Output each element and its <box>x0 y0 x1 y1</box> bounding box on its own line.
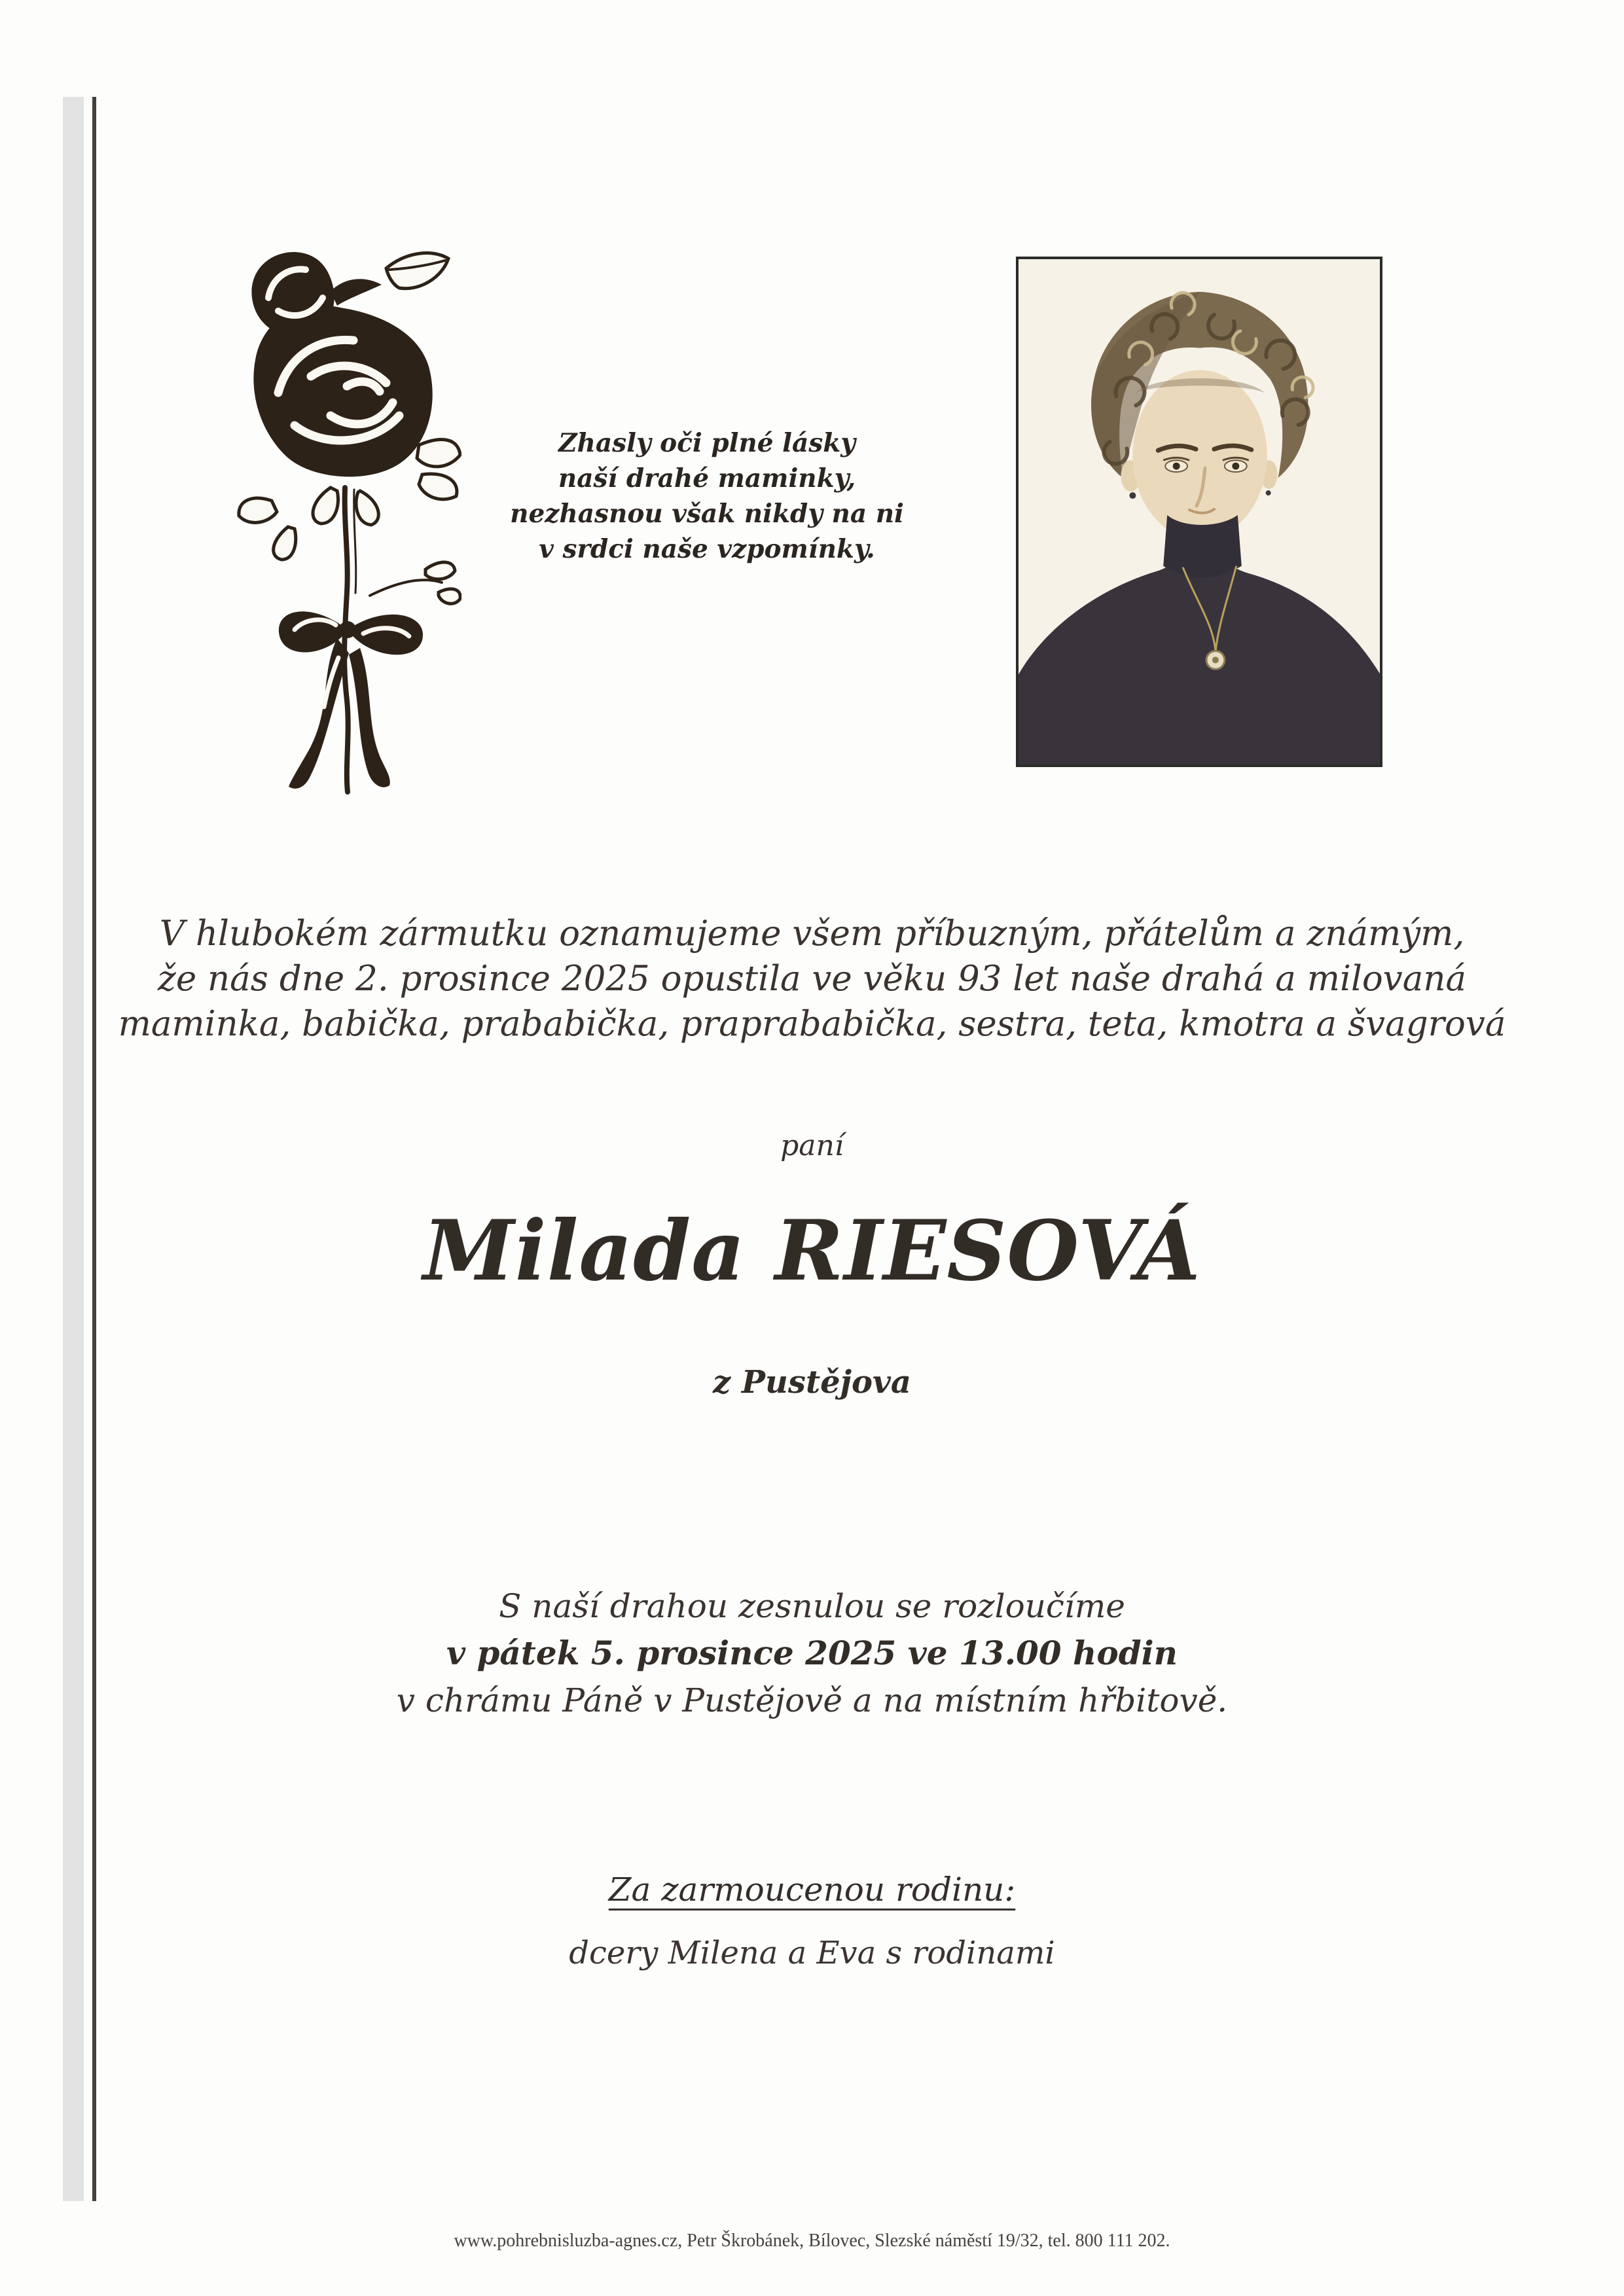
rose-icon <box>232 229 461 812</box>
announcement-line: že nás dne 2. prosince 2025 opustila ve věku 93 let naše drahá a milovaná <box>157 959 1467 999</box>
farewell-details <box>0 1583 1624 1724</box>
deceased-name: Milada RIESOVÁ <box>423 1202 1201 1299</box>
farewell-line: S naší drahou zesnulou se rozloučíme <box>499 1587 1125 1625</box>
verse-line: v srdci naše vzpomínky. <box>539 534 875 564</box>
funeral-service-footer: www.pohrebnisluzba-agnes.cz, Petr Škrobánek, Bílovec, Slezské náměstí 19/32, tel. 800 111 202. <box>454 2231 1170 2251</box>
farewell-place-line: v chrámu Páně v Pustějově a na místním hřbitově. <box>396 1681 1228 1719</box>
announcement-paragraph <box>0 911 1624 1047</box>
announcement-line: V hlubokém zármutku oznamujeme všem příbuzným, přátelům a známým, <box>159 914 1465 954</box>
portrait-photo-frame <box>1016 257 1382 767</box>
farewell-date-line: v pátek 5. prosince 2025 ve 13.00 hodin <box>446 1634 1178 1672</box>
mourning-verse <box>452 425 962 567</box>
family-heading-text: Za zarmoucenou rodinu: <box>608 1871 1016 1909</box>
verse-line: nezhasnou však nikdy na ni <box>510 499 904 529</box>
announcement-line: maminka, babička, prababička, praprababička, sestra, teta, kmotra a švagrová <box>118 1004 1506 1044</box>
rose-illustration <box>232 229 461 812</box>
deceased-residence: z Pustějova <box>712 1364 912 1401</box>
verse-line: Zhasly oči plné lásky <box>558 428 856 458</box>
deceased-title-prefix: paní <box>780 1129 844 1162</box>
family-heading <box>0 1871 1624 1909</box>
portrait-photo <box>1019 259 1380 764</box>
family-signature: dcery Milena a Eva s rodinami <box>569 1935 1055 1971</box>
verse-line: naší drahé maminky, <box>558 463 856 493</box>
